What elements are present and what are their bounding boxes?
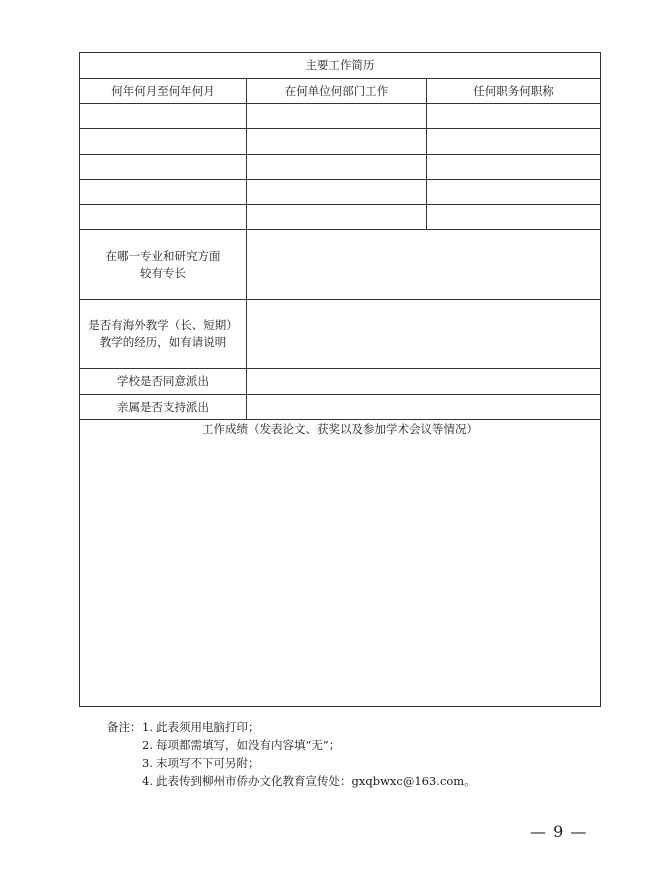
workplace-cell[interactable]	[247, 104, 427, 129]
resume-form-table	[79, 52, 601, 707]
position-cell[interactable]	[427, 129, 601, 155]
table-row	[80, 205, 601, 230]
workplace-cell[interactable]	[247, 205, 427, 230]
table-row	[80, 104, 601, 129]
note-number: 2.	[142, 738, 153, 752]
period-cell[interactable]	[80, 180, 247, 205]
position-cell[interactable]	[427, 104, 601, 129]
table-row	[80, 129, 601, 155]
note-number: 1.	[142, 720, 153, 734]
workplace-cell[interactable]	[247, 155, 427, 180]
note-text: 此表传到柳州市侨办文化教育宣传处：gxqbwxc@163.com。	[156, 774, 476, 788]
notes-label: 备注：	[107, 720, 142, 734]
note-text: 末项写不下可另附；	[156, 756, 260, 770]
overseas-label	[80, 300, 247, 369]
overseas-value-cell[interactable]	[247, 300, 601, 369]
specialty-value-cell[interactable]	[247, 230, 601, 300]
note-text: 每项都需填写，如没有内容填“无”；	[156, 738, 341, 752]
overseas-label-line2: 教学的经历，如有请说明	[99, 335, 227, 349]
note-number: 4.	[142, 774, 153, 788]
table-row	[80, 155, 601, 180]
specialty-label-line2: 较有专长	[140, 265, 186, 280]
column-header-position: 任何职务何职称	[427, 79, 601, 104]
notes	[107, 718, 476, 790]
family-support-value-cell[interactable]	[247, 395, 601, 420]
workplace-cell[interactable]	[247, 129, 427, 155]
position-cell[interactable]	[427, 205, 601, 230]
school-agree-value-cell[interactable]	[247, 369, 601, 395]
column-header-period: 何年何月至何年何月	[80, 79, 247, 104]
section-title: 主要工作简历	[80, 53, 601, 79]
overseas-label-line1: 是否有海外教学（长、短期）	[88, 318, 238, 332]
period-cell[interactable]	[80, 205, 247, 230]
workplace-cell[interactable]	[247, 180, 427, 205]
achievements-label: 工作成绩（发表论文、获奖以及参加学术会议等情况）	[202, 422, 478, 436]
achievements-cell[interactable]	[80, 420, 601, 707]
specialty-label-line1: 在哪一专业和研究方面	[105, 248, 221, 263]
school-agree-label: 学校是否同意派出	[80, 369, 247, 395]
period-cell[interactable]	[80, 129, 247, 155]
period-cell[interactable]	[80, 155, 247, 180]
family-support-label: 亲属是否支持派出	[80, 395, 247, 420]
specialty-label	[80, 230, 247, 300]
note-number: 3.	[142, 756, 153, 770]
table-row	[80, 180, 601, 205]
period-cell[interactable]	[80, 104, 247, 129]
note-text: 此表须用电脑打印；	[156, 720, 260, 734]
column-header-workplace: 在何单位何部门工作	[247, 79, 427, 104]
page-number: — 9 —	[530, 822, 588, 841]
position-cell[interactable]	[427, 180, 601, 205]
position-cell[interactable]	[427, 155, 601, 180]
